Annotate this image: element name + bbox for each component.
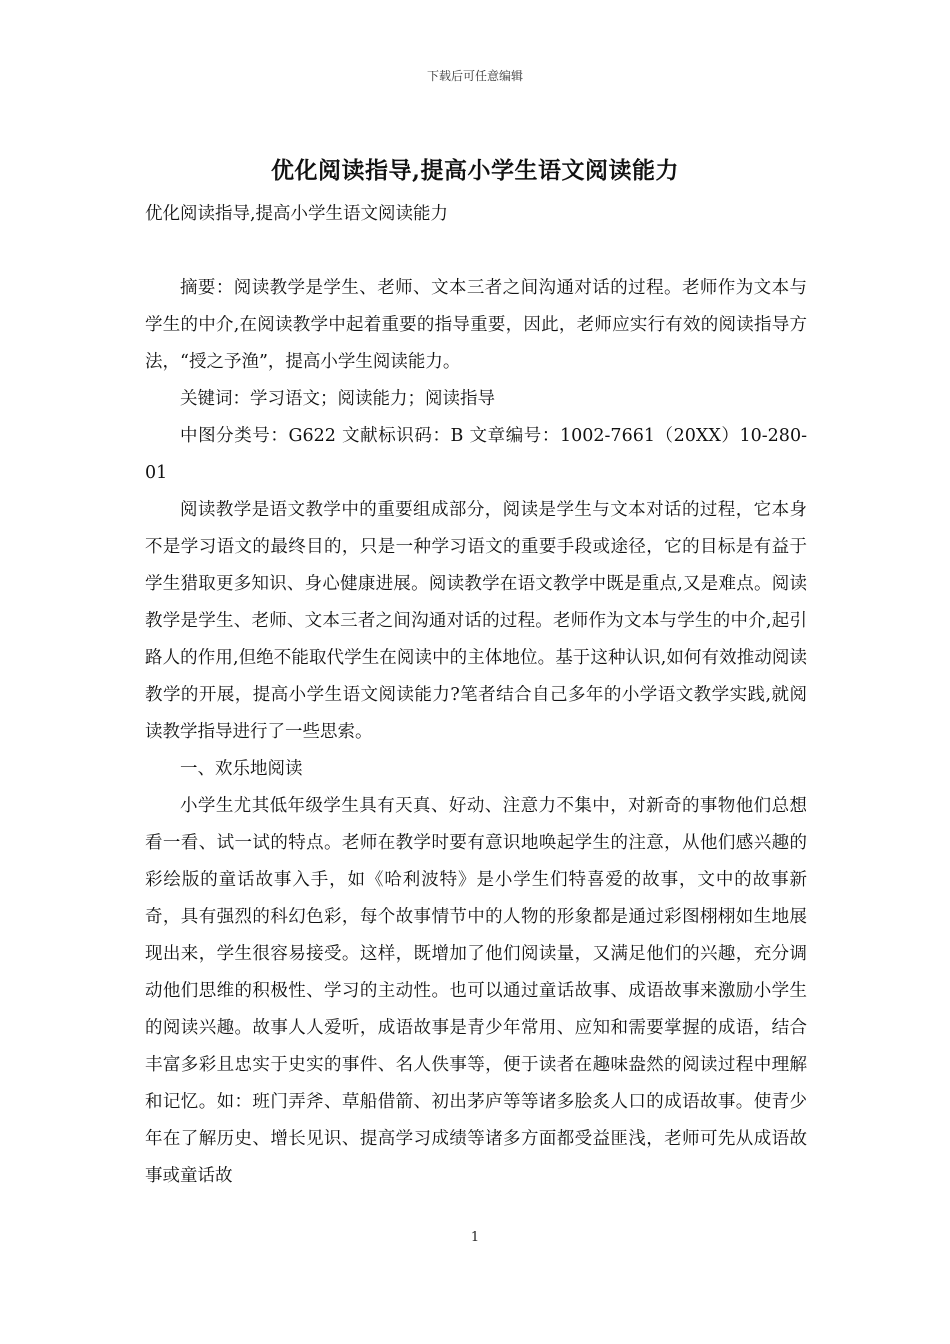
section-heading: 一、欢乐地阅读 — [180, 759, 303, 779]
classification-paragraph: 中图分类号：G622 文献标识码：B 文章编号：1002-7661（20XX）10-280-01 — [145, 426, 807, 483]
section-paragraph: 小学生尤其低年级学生具有天真、好动、注意力不集中，对新奇的事物他们总想看一看、试一试的特点。老师在教学时要有意识地唤起学生的注意，从他们感兴趣的彩绘版的童话故事入手，如《哈利波特》是小学生们特喜爱的故事，文中的故事新奇，具有强烈的科幻色彩，每个故事情节中的人物的形象都是通过彩图栩栩如生地展现出来，学生很容易接受。这样，既增加了他们阅读量，又满足他们的兴趣，充分调动他们思维的积极性、学习的主动性。也可以通过童话故事、成语故事来激励小学生的阅读兴趣。故事人人爱听，成语故事是青少年常用、应知和需要掌握的成语，结合丰富多彩且忠实于史实的事件、名人佚事等，便于读者在趣味盎然的阅读过程中理解和记忆。如：班门弄斧、草船借箭、初出茅庐等等诸多脍炙人口的成语故事。使青少年在了解历史、增长见识、提高学习成绩等诸多方面都受益匪浅，老师可先从成语故事或童话故 — [145, 796, 807, 1186]
abstract-paragraph: 摘要：阅读教学是学生、老师、文本三者之间沟通对话的过程。老师作为文本与学生的中介,在阅读教学中起着重要的指导重要，因此，老师应实行有效的阅读指导方法，“授之予渔”，提高小学生阅读能力。 — [145, 278, 807, 372]
document-subtitle: 优化阅读指导,提高小学生语文阅读能力 — [145, 204, 449, 224]
keywords-paragraph: 关键词：学习语文；阅读能力；阅读指导 — [180, 389, 495, 409]
header-note: 下载后可任意编辑 — [426, 69, 523, 83]
document-body — [145, 196, 807, 1195]
document-title: 优化阅读指导,提高小学生语文阅读能力 — [270, 157, 679, 184]
intro-paragraph: 阅读教学是语文教学中的重要组成部分，阅读是学生与文本对话的过程，它本身不是学习语文的最终目的，只是一种学习语文的重要手段或途径，它的目标是有益于学生猎取更多知识、身心健康进展。阅读教学在语文教学中既是重点,又是难点。阅读教学是学生、老师、文本三者之间沟通对话的过程。老师作为文本与学生的中介,起引路人的作用,但绝不能取代学生在阅读中的主体地位。基于这种认识,如何有效推动阅读教学的开展，提高小学生语文阅读能力?笔者结合自己多年的小学语文教学实践,就阅读教学指导进行了一些思索。 — [145, 500, 807, 742]
page-number: 1 — [470, 1230, 480, 1245]
